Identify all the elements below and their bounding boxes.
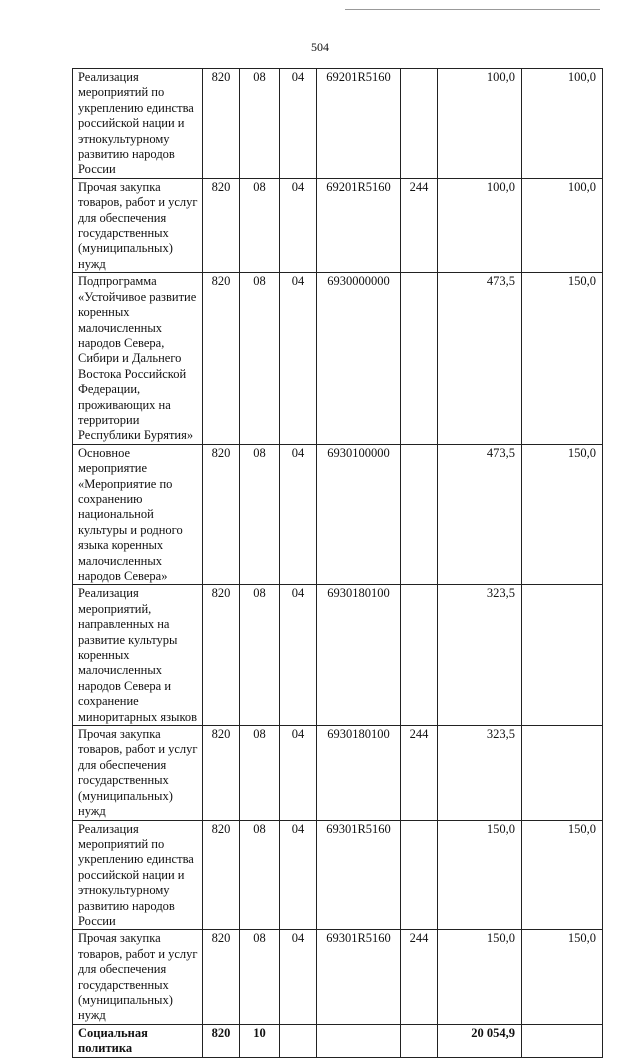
cell-amount-1: 150,0: [438, 820, 522, 930]
cell-ministry: 820: [203, 1024, 240, 1057]
cell-expense-type: [401, 273, 438, 444]
cell-subsection: 04: [280, 178, 317, 272]
cell-target-article: 69301R5160: [317, 820, 401, 930]
cell-amount-1: 473,5: [438, 273, 522, 444]
cell-expense-type: [401, 444, 438, 585]
cell-amount-2: 100,0: [522, 178, 603, 272]
row-name: Подпрограмма «Устойчивое развитие коренных малочисленных народов Севера, Сибири и Дальнего Востока Российской Федерации, проживающих на территории Республики Бурятия»: [73, 273, 203, 444]
cell-amount-1: 20 054,9: [438, 1024, 522, 1057]
cell-amount-1: 323,5: [438, 585, 522, 726]
table-row: [73, 178, 603, 272]
cell-expense-type: [401, 69, 438, 179]
cell-target-article: 69201R5160: [317, 178, 401, 272]
cell-subsection: 04: [280, 273, 317, 444]
cell-amount-1: 100,0: [438, 69, 522, 179]
table-row: [73, 820, 603, 930]
cell-target-article: 6930180100: [317, 726, 401, 820]
cell-amount-2: 150,0: [522, 820, 603, 930]
cell-section: 08: [240, 69, 280, 179]
row-name: Реализация мероприятий, направленных на развитие культуры коренных малочисленных народов Севера и сохранение миноритарных языков: [73, 585, 203, 726]
cell-target-article: 6930100000: [317, 444, 401, 585]
cell-ministry: 820: [203, 585, 240, 726]
cell-subsection: 04: [280, 930, 317, 1024]
cell-ministry: 820: [203, 444, 240, 585]
cell-subsection: 04: [280, 726, 317, 820]
cell-ministry: 820: [203, 820, 240, 930]
row-name: Прочая закупка товаров, работ и услуг для обеспечения государственных (муниципальных) нужд: [73, 930, 203, 1024]
table-row: [73, 69, 603, 179]
cell-section: 08: [240, 444, 280, 585]
cell-amount-2: 150,0: [522, 930, 603, 1024]
cell-amount-1: 150,0: [438, 930, 522, 1024]
cell-amount-2: [522, 1024, 603, 1057]
cell-section: 08: [240, 930, 280, 1024]
cell-subsection: [280, 1024, 317, 1057]
row-name: Прочая закупка товаров, работ и услуг для обеспечения государственных (муниципальных) нужд: [73, 726, 203, 820]
table-row: [73, 930, 603, 1024]
cell-expense-type: [401, 820, 438, 930]
cell-section: 08: [240, 726, 280, 820]
row-name: Реализация мероприятий по укреплению единства российской нации и этнокультурному развитию народов России: [73, 69, 203, 179]
table-row: [73, 273, 603, 444]
cell-section: 08: [240, 585, 280, 726]
cell-target-article: 69301R5160: [317, 930, 401, 1024]
cell-expense-type: 244: [401, 726, 438, 820]
cell-amount-2: [522, 726, 603, 820]
cell-subsection: 04: [280, 585, 317, 726]
cell-section: 08: [240, 178, 280, 272]
cell-target-article: 69201R5160: [317, 69, 401, 179]
top-rule: [345, 9, 600, 10]
cell-ministry: 820: [203, 930, 240, 1024]
row-name: Реализация мероприятий по укреплению единства российской нации и этнокультурному развитию народов России: [73, 820, 203, 930]
cell-amount-2: 150,0: [522, 444, 603, 585]
cell-section: 08: [240, 820, 280, 930]
cell-amount-1: 323,5: [438, 726, 522, 820]
cell-ministry: 820: [203, 726, 240, 820]
cell-amount-1: 100,0: [438, 178, 522, 272]
budget-table: [72, 68, 603, 1058]
cell-amount-2: [522, 585, 603, 726]
row-name: Основное мероприятие «Мероприятие по сохранению национальной культуры и родного языка коренных малочисленных народов Севера»: [73, 444, 203, 585]
cell-amount-1: 473,5: [438, 444, 522, 585]
cell-target-article: [317, 1024, 401, 1057]
row-name: Прочая закупка товаров, работ и услуг для обеспечения государственных (муниципальных) нужд: [73, 178, 203, 272]
row-name: Социальная политика: [73, 1024, 203, 1057]
table-row: [73, 585, 603, 726]
page-number: 504: [311, 40, 329, 54]
table-row: [73, 444, 603, 585]
cell-section: 10: [240, 1024, 280, 1057]
table-row: [73, 726, 603, 820]
cell-target-article: 6930180100: [317, 585, 401, 726]
cell-expense-type: 244: [401, 930, 438, 1024]
table-row: [73, 1024, 603, 1057]
cell-subsection: 04: [280, 444, 317, 585]
cell-ministry: 820: [203, 178, 240, 272]
cell-ministry: 820: [203, 69, 240, 179]
cell-amount-2: 150,0: [522, 273, 603, 444]
cell-expense-type: 244: [401, 178, 438, 272]
cell-section: 08: [240, 273, 280, 444]
cell-ministry: 820: [203, 273, 240, 444]
cell-expense-type: [401, 585, 438, 726]
cell-subsection: 04: [280, 820, 317, 930]
cell-subsection: 04: [280, 69, 317, 179]
cell-target-article: 6930000000: [317, 273, 401, 444]
cell-expense-type: [401, 1024, 438, 1057]
cell-amount-2: 100,0: [522, 69, 603, 179]
